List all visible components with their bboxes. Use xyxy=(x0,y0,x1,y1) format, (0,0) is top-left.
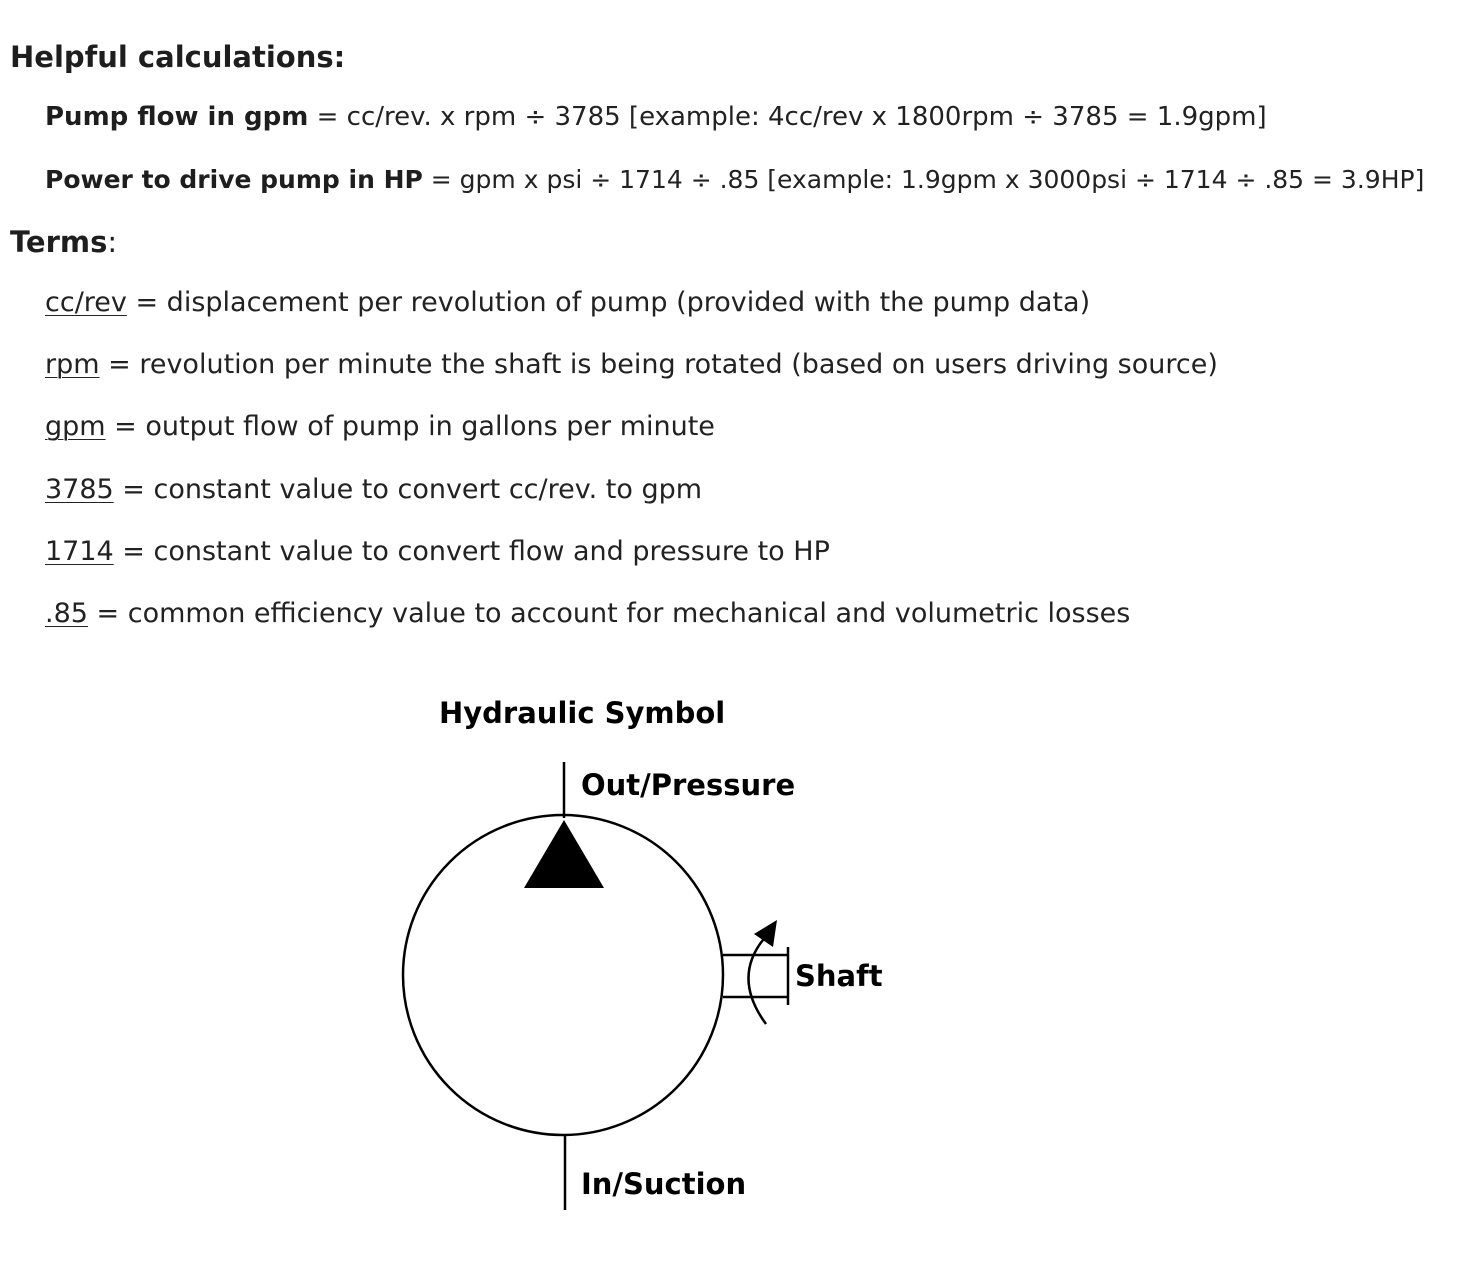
helpful-calculations-heading: Helpful calculations: xyxy=(10,40,346,74)
term-row xyxy=(45,474,702,505)
terms-heading xyxy=(10,225,117,259)
term-definition: = displacement per revolution of pump (provided with the pump data) xyxy=(126,287,1091,318)
term-name: cc/rev xyxy=(45,287,127,318)
terms-colon: : xyxy=(107,225,118,259)
out-pressure-label: Out/Pressure xyxy=(581,768,796,802)
term-name: gpm xyxy=(45,411,106,442)
pump-flow-label: Pump flow in gpm xyxy=(45,102,309,132)
pressure-triangle-icon xyxy=(524,820,604,888)
power-line xyxy=(45,165,1424,194)
hydraulic-pump-symbol xyxy=(380,680,920,1240)
diagram-title: Hydraulic Symbol xyxy=(439,696,726,730)
power-label: Power to drive pump in HP xyxy=(45,165,423,194)
term-name: 1714 xyxy=(45,536,114,567)
term-row xyxy=(45,349,1218,380)
term-definition: = constant value to convert flow and pressure to HP xyxy=(113,536,830,567)
term-row xyxy=(45,598,1130,629)
term-row xyxy=(45,536,830,567)
term-name: .85 xyxy=(45,598,88,629)
term-definition: = revolution per minute the shaft is being rotated (based on users driving source) xyxy=(99,349,1218,380)
pump-flow-line xyxy=(45,102,1267,132)
power-formula: = gpm x psi ÷ 1714 ÷ .85 [example: 1.9gpm x 3000psi ÷ 1714 ÷ .85 = 3.9HP] xyxy=(422,165,1425,194)
term-row xyxy=(45,411,715,442)
term-name: rpm xyxy=(45,349,100,380)
shaft-label: Shaft xyxy=(795,959,883,993)
term-definition: = constant value to convert cc/rev. to gpm xyxy=(113,474,703,505)
rotation-arrow-icon xyxy=(754,920,777,947)
in-suction-label: In/Suction xyxy=(581,1167,747,1201)
rotation-arc xyxy=(748,934,768,1024)
terms-title: Terms xyxy=(10,225,108,259)
term-name: 3785 xyxy=(45,474,114,505)
term-definition: = output flow of pump in gallons per minute xyxy=(105,411,715,442)
term-definition: = common efficiency value to account for mechanical and volumetric losses xyxy=(87,598,1131,629)
term-row xyxy=(45,287,1090,318)
pump-flow-formula: = cc/rev. x rpm ÷ 3785 [example: 4cc/rev x 1800rpm ÷ 3785 = 1.9gpm] xyxy=(308,102,1267,132)
